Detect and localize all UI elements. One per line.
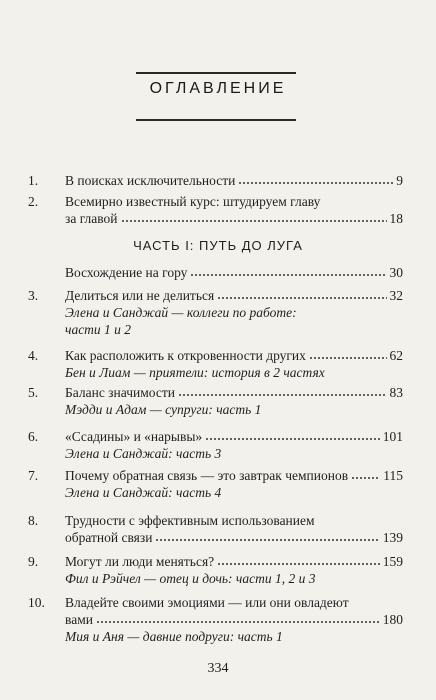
- toc-entry-title: Восхождение на гору: [65, 265, 188, 280]
- toc-entry-page: 139: [382, 530, 403, 545]
- toc-entry-page: 9: [396, 173, 403, 188]
- toc-entry-title: за главой: [65, 211, 118, 226]
- toc-entry-title-line: [65, 512, 403, 529]
- toc-entry-title: вами: [65, 612, 93, 627]
- toc-entry-subtitle: Элена и Санджай: часть 3: [65, 446, 222, 461]
- toc-entry-page: 18: [389, 211, 403, 226]
- heading-rule-bottom: [136, 119, 296, 121]
- toc-entry-subtitle: Бен и Лиам — приятели: история в 2 частях: [65, 365, 325, 380]
- toc-entry-number: 1.: [28, 173, 39, 188]
- toc-entry-title-line: [65, 529, 403, 546]
- dot-leader: [217, 556, 380, 566]
- toc-entry-body: [65, 193, 403, 227]
- toc-entry-number: 7.: [28, 468, 39, 483]
- toc-entry-body: [65, 347, 403, 381]
- toc-entry-subtitle: Фил и Рэйчел — отец и дочь: части 1, 2 и 3: [65, 571, 316, 586]
- dot-leader: [205, 431, 380, 441]
- toc-entry-body: [65, 553, 403, 587]
- toc-entry-body: [65, 172, 403, 189]
- toc-entry-number: 8.: [28, 513, 39, 528]
- toc-entry-number: 2.: [28, 194, 39, 209]
- dot-leader: [238, 175, 393, 185]
- toc-entry-body: [65, 467, 403, 501]
- toc-entry-body: [65, 512, 403, 546]
- toc-entry-title-line: [65, 594, 403, 611]
- dot-leader: [178, 387, 387, 397]
- dot-leader: [155, 532, 379, 542]
- dot-leader: [217, 290, 386, 300]
- toc-entry-page: 62: [389, 348, 403, 363]
- toc-entry-page: 30: [389, 265, 403, 280]
- toc-entry-title: Трудности с эффективным использованием: [65, 513, 315, 528]
- toc-entry-title: Могут ли люди меняться?: [65, 554, 215, 569]
- toc-entry-number: 9.: [28, 554, 39, 569]
- toc-entry-title: Владейте своими эмоциями — или они овладеют: [65, 595, 349, 610]
- toc-entry-page: 83: [389, 385, 403, 400]
- toc-entry-title: «Ссадины» и «нарывы»: [65, 429, 203, 444]
- toc-entry-page: 180: [382, 612, 403, 627]
- toc-entry-title-line: [65, 264, 403, 281]
- toc-entry-page: 32: [389, 288, 403, 303]
- toc-entry-body: [65, 428, 403, 462]
- toc-entry-subtitle: Элена и Санджай: часть 4: [65, 485, 222, 500]
- toc-entry-title-line: [65, 193, 403, 210]
- toc-entry-number: 3.: [28, 288, 39, 303]
- toc-entry-title: Почему обратная связь — это завтрак чемпионов: [65, 468, 349, 483]
- toc-entry-title: Как расположить к откровенности других: [65, 348, 306, 363]
- page-title: ОГЛАВЛЕНИЕ: [149, 80, 287, 97]
- dot-leader: [190, 267, 386, 277]
- toc-entry-page: 101: [382, 429, 403, 444]
- page-number: 334: [207, 661, 229, 676]
- toc-entry-title-line: [65, 428, 403, 445]
- toc-entry-subtitle: Элена и Санджай — коллеги по работе:: [65, 305, 297, 320]
- toc-entry-subtitle: Мия и Аня — давние подруги: часть 1: [65, 629, 283, 644]
- toc-entry-number: 4.: [28, 348, 39, 363]
- toc-entry-subtitle: Мэдди и Адам — супруги: часть 1: [65, 402, 262, 417]
- toc-entry-title-line: [65, 347, 403, 364]
- dot-leader: [121, 213, 387, 223]
- toc-entry-title-line: [65, 611, 403, 628]
- toc-entry-body: [65, 594, 403, 645]
- toc-entry-title-line: [65, 384, 403, 401]
- toc-entry-title: В поисках исключительности: [65, 173, 236, 188]
- toc-entry-title: обратной связи: [65, 530, 153, 545]
- toc-entry-title-line: [65, 467, 403, 484]
- toc-entry-number: 6.: [28, 429, 39, 444]
- toc-entry-title-line: [65, 553, 403, 570]
- toc-entry-title: Всемирно известный курс: штудируем главу: [65, 194, 321, 209]
- toc-entry-body: [65, 384, 403, 418]
- toc-entry-title-line: [65, 210, 403, 227]
- toc-entry-title: Баланс значимости: [65, 385, 175, 400]
- dot-leader: [309, 350, 387, 360]
- toc-entry-page: 115: [383, 468, 403, 483]
- toc-entry-title-line: [65, 172, 403, 189]
- toc-entry-title-line: [65, 287, 403, 304]
- toc-entry-body: [65, 287, 403, 338]
- toc-entry-number: 5.: [28, 385, 39, 400]
- toc-entry-title: Делиться или не делиться: [65, 288, 215, 303]
- dot-leader: [96, 614, 380, 624]
- toc-entry-page: 159: [382, 554, 403, 569]
- toc-entry-number: 10.: [28, 595, 45, 610]
- heading-rule-top: [136, 72, 296, 74]
- dot-leader: [351, 470, 380, 480]
- part-heading: ЧАСТЬ I: ПУТЬ ДО ЛУГА: [133, 238, 303, 253]
- toc-entry-subtitle: части 1 и 2: [65, 322, 132, 337]
- toc-entry-body: [65, 264, 403, 281]
